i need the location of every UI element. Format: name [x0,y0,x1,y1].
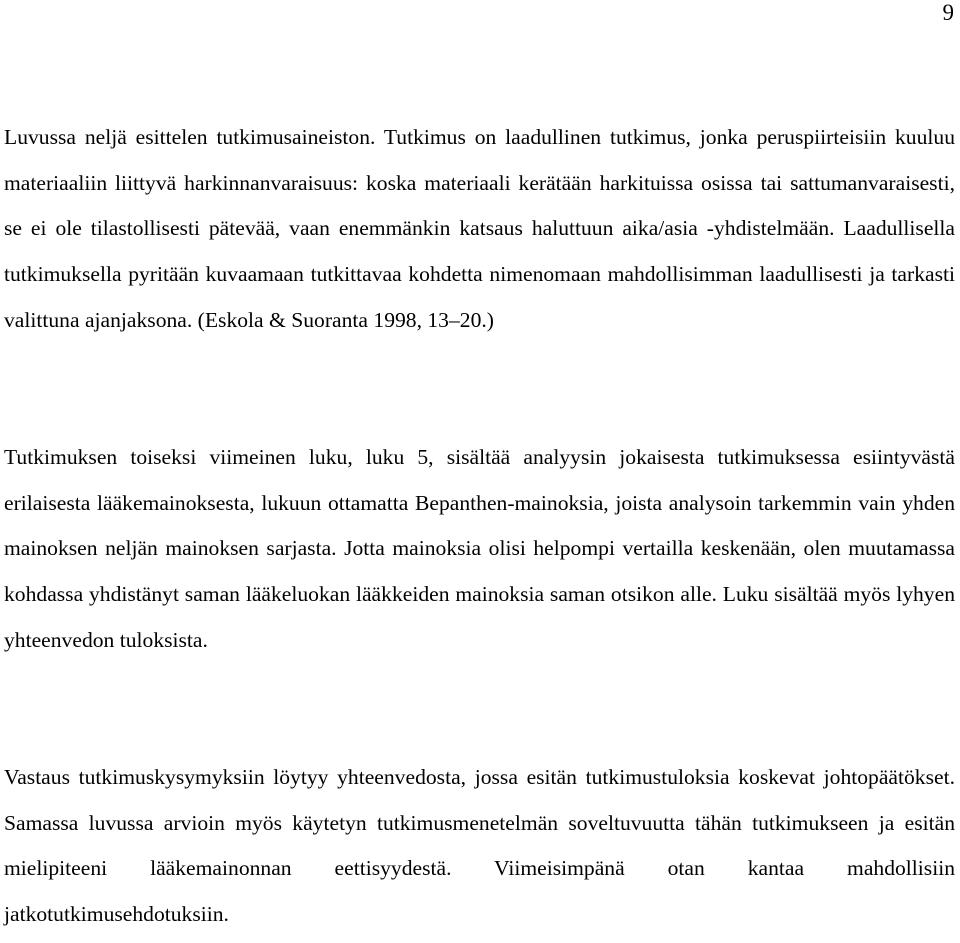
page-number: 9 [942,0,954,25]
body-paragraph-3: Vastaus tutkimuskysymyksiin löytyy yhteenvedosta, jossa esitän tutkimustuloksia koskevat johtopäätökset. Samassa luvussa arvioin myös käytetyn tutkimusmenetelmän soveltuvuutta tähän tutkimukseen ja esitän mielipiteeni lääkemainonnan eettisyydestä. Viimeisimpänä otan kantaa mahdollisiin jatkotutkimusehdotuksiin. [4,765,955,927]
body-paragraph-2: Tutkimuksen toiseksi viimeinen luku, luku 5, sisältää analyysin jokaisesta tutkimuksessa esiintyvästä erilaisesta lääkemainoksesta, lukuun ottamatta Bepanthen-mainoksia, joista analysoin tarkemmin vain yhden mainoksen neljän mainoksen sarjasta. Jotta mainoksia olisi helpompi vertailla keskenään, olen muutamassa kohdassa yhdistänyt saman lääkeluokan lääkkeiden mainoksia saman otsikon alle. Luku sisältää myös lyhyen yhteenvedon tuloksista. [4,445,955,652]
body-paragraph-1: Luvussa neljä esittelen tutkimusaineiston. Tutkimus on laadullinen tutkimus, jonka peruspiirteisiin kuuluu materiaaliin liittyvä harkinnanvaraisuus: koska materiaali kerätään harkituissa osissa tai sattumanvaraisesti, se ei ole tilastollisesti pätevää, vaan enemmänkin katsaus haluttuun aika/asia -yhdistelmään. Laadullisella tutkimuksella pyritään kuvaamaan tutkittavaa kohdetta nimenomaan mahdollisimman laadullisesti ja tarkasti valittuna ajanjaksona. (Eskola & Suoranta 1998, 13–20.) [4,125,955,332]
